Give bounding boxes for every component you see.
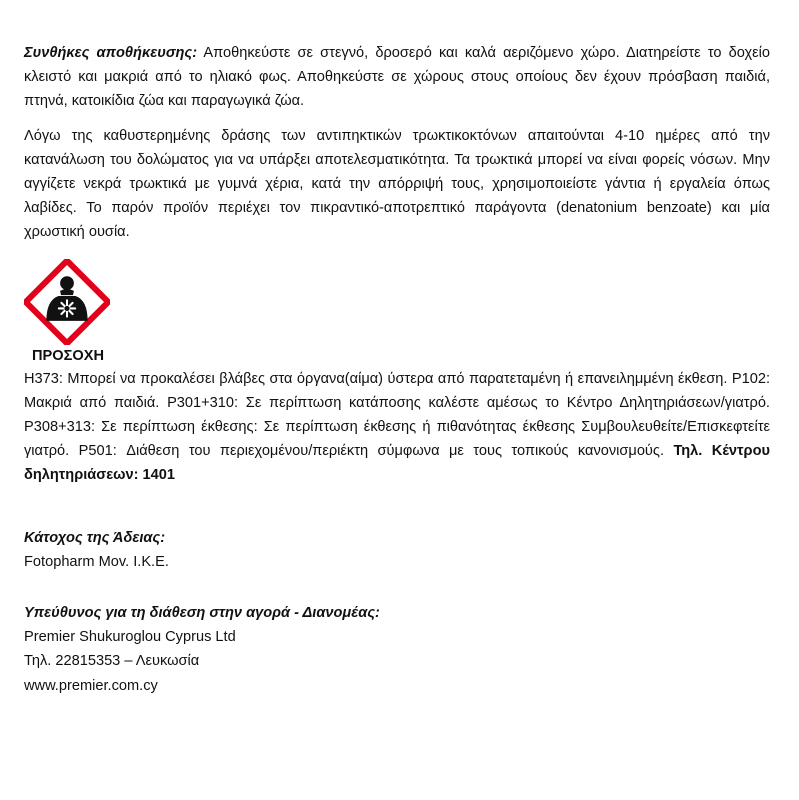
label-text-block	[24, 41, 770, 698]
ghs08-health-hazard-icon	[24, 259, 110, 345]
hazard-text: H373: Μπορεί να προκαλέσει βλάβες στα όργανα(αίμα) ύστερα από παρατεταμένη ή επανειλημμένη έκθεση. P102: Μακριά από παιδιά. P301+310: Σε περίπτωση κατάποσης καλέστε αμέσως το Κέντρο Δηλητηριάσεων/γιατρό. P308+313: Σε περίπτωση έκθεσης: Σε περίπτωση έκθεσης ή πιθανότητας έκθεσης Συμβουλευθείτε/Επισκεφτείτε γιατρό. P501: Διάθεση του περιεχομένου/περιέκτη σύμφωνα με τους τοπικούς κανονισμούς.	[24, 370, 770, 460]
distributor-name: Premier Shukuroglou Cyprus Ltd	[24, 629, 236, 646]
holder-name: Fotopharm Mov. I.K.E.	[24, 553, 169, 570]
hazard-statements	[24, 367, 770, 488]
distributor-label: Υπεύθυνος για τη διάθεση στην αγορά - Διανομέας:	[24, 605, 380, 622]
holder-label: Κάτοχος της Άδειας:	[24, 529, 166, 546]
poison-center-phone: Τηλ. Κέντρου δηλητηριάσεων: 1401	[24, 443, 770, 484]
distributor-website: www.premier.com.cy	[24, 677, 158, 694]
storage-label: Συνθήκες αποθήκευσης:	[24, 45, 198, 61]
signal-word: ΠΡΟΣΟΧΗ	[32, 347, 105, 364]
usage-information: Λόγω της καθυστερημένης δράσης των αντιπηκτικών τρωκτικοκτόνων απαιτούνται 4-10 ημέρες από την κατανάλωση του δολώματος για να υπάρξει αποτελεσματικότητα. Τα τρωκτικά μπορεί να είναι φορείς νόσων. Μην αγγίζετε νεκρά τρωκτικά με γυμνά χέρια, κατά την απόρριψή τους, χρησιμοποιείστε γάντια ή εργαλεία όπως λαβίδες. Το παρόν προϊόν περιέχει τον πικραντικό-αποτρεπτικό παράγοντα (denatonium benzoate) και μία χρωστική ουσία.	[24, 127, 770, 241]
distributor-phone: Τηλ. 22815353 – Λευκωσία	[24, 653, 200, 670]
storage-text: Αποθηκεύστε σε στεγνό, δροσερό και καλά αεριζόμενο χώρο. Διατηρείστε το δοχείο κλειστό και μακριά από το ηλιακό φως. Αποθηκεύστε σε χώρους στους οποίους δεν έχουν πρόσβαση παιδιά, πτηνά, κατοικίδια ζώα και παραγωγικά ζώα.	[24, 45, 770, 110]
storage-conditions	[24, 41, 770, 114]
